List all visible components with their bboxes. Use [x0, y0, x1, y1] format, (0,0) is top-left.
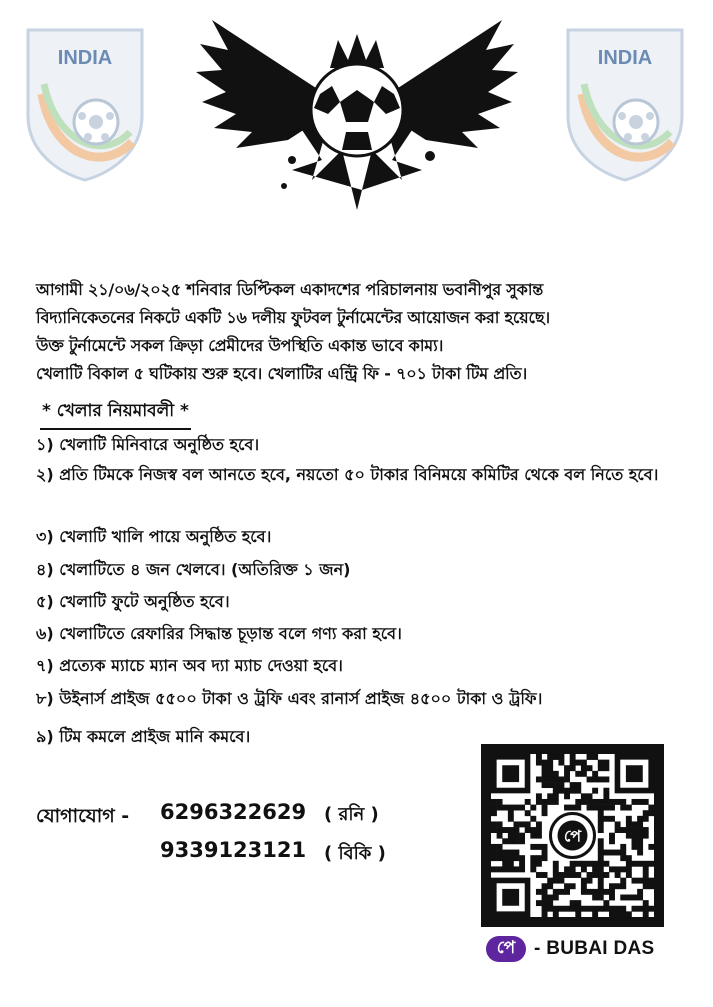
football-icon	[311, 64, 403, 156]
payee-name: - BUBAI DAS	[534, 938, 655, 959]
rules-heading: * খেলার নিয়মাবলী *	[40, 398, 191, 430]
contact-name-1: ( রনি )	[324, 804, 379, 825]
qr-center-glyph: পে	[563, 826, 582, 846]
rule-item: ১) খেলাটি মিনিবারে অনুষ্ঠিত হবে।	[36, 435, 260, 454]
rule-item: ৪) খেলাটিতে ৪ জন খেলবে। (অতিরিক্ত ১ জন)	[36, 560, 351, 579]
india-football-logo-right	[562, 24, 688, 184]
contact-label: যোগাযোগ -	[36, 805, 130, 827]
rule-item: ৮) উইনার্স প্রাইজ ৫৫০০ টাকা ও ট্রফি এবং রানার্স প্রাইজ ৪৫০০ টাকা ও ট্রফি।	[36, 689, 543, 708]
rule-item: ২) প্রতি টিমকে নিজস্ব বল আনতে হবে, নয়তো ৫০ টাকার বিনিময়ে কমিটির থেকে বল নিতে হবে।	[36, 465, 659, 484]
payment-qr-code[interactable]	[481, 744, 664, 927]
logo-text-right: INDIA	[597, 47, 653, 69]
payee-footer	[486, 934, 654, 964]
logo-text-left: INDIA	[57, 47, 113, 69]
announcement-line-1: আগামী ২১/০৬/২০২৫ শনিবার ডিপ্টিকল একাদশের পরিচালনায় ভবানীপুর সুকান্ত	[36, 280, 544, 299]
rule-item: ৭) প্রত্যেক ম্যাচে ম্যান অব দ্যা ম্যাচ দেওয়া হবে।	[36, 656, 343, 675]
rule-item: ৩) খেলাটি খালি পায়ে অনুষ্ঠিত হবে।	[36, 527, 272, 546]
contact-name-2: ( বিকি )	[324, 843, 386, 864]
rule-item: ৬) খেলাটিতে রেফারির সিদ্ধান্ত চূড়ান্ত বলে গণ্য করা হবে।	[36, 624, 402, 643]
phonepe-badge-icon: পে	[486, 936, 526, 962]
rule-item: ৯) টিম কমলে প্রাইজ মানি কমবে।	[36, 727, 251, 746]
tournament-announcement	[36, 276, 696, 388]
announcement-line-2: বিদ্যানিকেতনের নিকটে একটি ১৬ দলীয় ফুটবল টুর্নামেন্টের আয়োজন করা হয়েছে।	[36, 308, 550, 327]
announcement-line-3: উক্ত টুর্নামেন্টে সকল ক্রিড়া প্রেমীদের উপস্থিতি একান্ত ভাবে কাম্য।	[36, 336, 444, 355]
winged-football-artwork	[192, 10, 522, 220]
rule-item: ৫) খেলাটি ফুটে অনুষ্ঠিত হবে।	[36, 592, 230, 611]
phone-number-1[interactable]: 6296322629	[160, 800, 307, 824]
announcement-line-4: খেলাটি বিকাল ৫ ঘটিকায় শুরু হবে। খেলাটির এন্ট্রি ফি - ৭০১ টাকা টিম প্রতি।	[36, 364, 528, 383]
phone-number-2[interactable]: 9339123121	[160, 838, 307, 862]
contact-section	[36, 800, 456, 870]
india-football-logo-left	[22, 24, 148, 184]
